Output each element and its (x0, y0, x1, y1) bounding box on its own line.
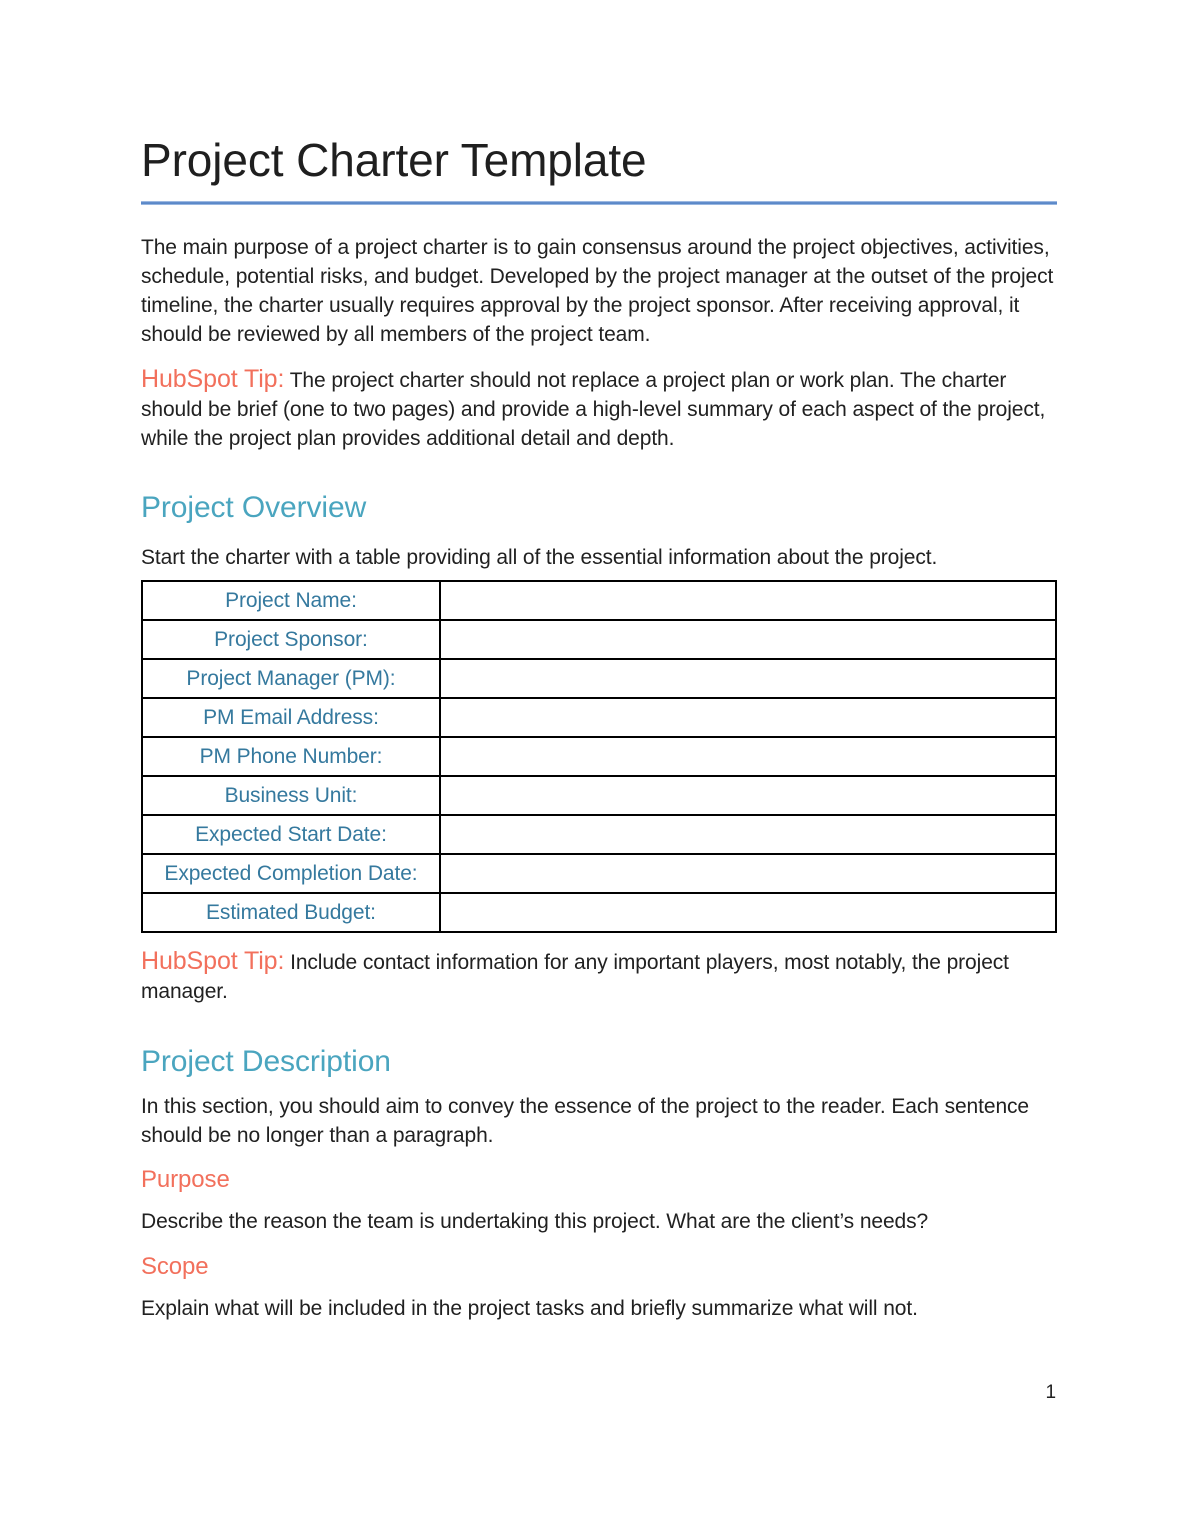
row-value-expected-start-date[interactable] (440, 815, 1056, 854)
section-heading-project-overview: Project Overview (141, 491, 367, 524)
row-label-expected-start-date: Expected Start Date: (142, 815, 440, 854)
overview-intro-paragraph: Start the charter with a table providing all of the essential information about the project. (141, 546, 938, 569)
row-label-business-unit: Business Unit: (142, 776, 440, 815)
row-value-project-name[interactable] (440, 581, 1056, 620)
row-value-expected-completion-date[interactable] (440, 854, 1056, 893)
subheading-scope: Scope (141, 1253, 209, 1280)
hubspot-tip-2 (141, 947, 1057, 1006)
table-row (142, 698, 1056, 737)
section-heading-project-description: Project Description (141, 1045, 391, 1078)
table-row (142, 659, 1056, 698)
row-label-estimated-budget: Estimated Budget: (142, 893, 440, 932)
row-label-project-name: Project Name: (142, 581, 440, 620)
table-row (142, 620, 1056, 659)
row-value-pm-phone[interactable] (440, 737, 1056, 776)
subheading-purpose: Purpose (141, 1166, 230, 1193)
table-row (142, 815, 1056, 854)
row-label-pm-phone: PM Phone Number: (142, 737, 440, 776)
row-label-pm-email: PM Email Address: (142, 698, 440, 737)
intro-paragraph: The main purpose of a project charter is to gain consensus around the project objectives, activities, schedule, potential risks, and budget. Developed by the project manager at the outset of the project timeline, the charter usually requires approval by the project sponsor. After receiving approval, it should be reviewed by all members of the project team. (141, 236, 1054, 346)
row-label-project-sponsor: Project Sponsor: (142, 620, 440, 659)
row-value-project-manager[interactable] (440, 659, 1056, 698)
row-label-expected-completion-date: Expected Completion Date: (142, 854, 440, 893)
row-value-estimated-budget[interactable] (440, 893, 1056, 932)
hubspot-tip-1-text: The project charter should not replace a project plan or work plan. The charter should be brief (one to two pages) and provide a high-level summary of each aspect of the project, while the project plan provides additional detail and depth. (141, 369, 1046, 450)
title-divider (141, 201, 1057, 205)
hubspot-tip-2-text: Include contact information for any important players, most notably, the project manager. (141, 951, 1009, 1003)
row-value-project-sponsor[interactable] (440, 620, 1056, 659)
table-row (142, 737, 1056, 776)
table-row (142, 776, 1056, 815)
row-value-pm-email[interactable] (440, 698, 1056, 737)
hubspot-tip-1-label: HubSpot Tip: (141, 365, 285, 393)
row-value-business-unit[interactable] (440, 776, 1056, 815)
table-row (142, 854, 1056, 893)
table-row (142, 581, 1056, 620)
row-label-project-manager: Project Manager (PM): (142, 659, 440, 698)
description-intro-paragraph: In this section, you should aim to convey the essence of the project to the reader. Each sentence should be no longer than a paragraph. (141, 1095, 1030, 1147)
hubspot-tip-1 (141, 365, 1057, 453)
hubspot-tip-2-label: HubSpot Tip: (141, 947, 285, 975)
page-title: Project Charter Template (141, 134, 647, 186)
purpose-paragraph: Describe the reason the team is undertaking this project. What are the client’s needs? (141, 1210, 929, 1233)
project-overview-table (141, 580, 1057, 933)
page-number: 1 (1045, 1382, 1056, 1403)
scope-paragraph: Explain what will be included in the project tasks and briefly summarize what will not. (141, 1297, 918, 1320)
table-row (142, 893, 1056, 932)
